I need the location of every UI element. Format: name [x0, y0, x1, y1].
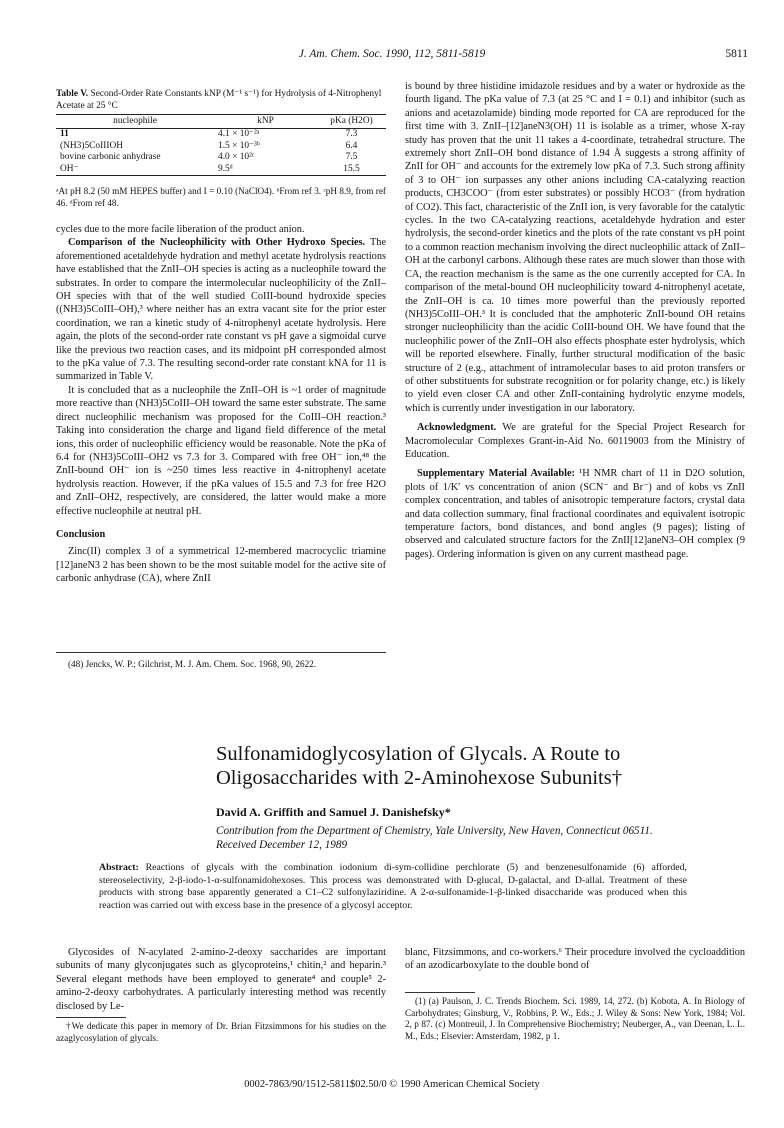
title-line: Sulfonamidoglycosylation of Glycals. A Route to [216, 743, 621, 765]
authors: David A. Griffith and Samuel J. Danishefsky* [216, 805, 451, 819]
table-cell: 15.5 [317, 164, 386, 176]
table-row [56, 129, 386, 141]
table-cell: 1.5 × 10⁻³ᵇ [218, 140, 260, 151]
running-header: J. Am. Chem. Soc. 1990, 112, 5811-5819 [298, 48, 486, 60]
paragraph-text: The aforementioned acetaldehyde hydration and methyl acetate hydrolysis reactions have established that the ZnII–OH species is acting as a nucleophile toward the substrates. In order to compare the intermolecular nucleophilicity of the ZnII–OH species with that of the well studied CoIII-bound hydroxide species ((NH3)5CoIII–OH),³ where neither has an extra vacant site for the prior ester coordination, we ran a kinetic study of 4-nitrophenyl acetate hydrolysis. Here again, the plots of the second-order rate constant vs pH gave a sigmoidal curve like the previous two reaction cases, and its midpoint pH corresponded almost to the pKa value of 7.3. The resulting second-order rate constant kNA for 11 is summarized in Table V. [56, 237, 387, 383]
dedication-footnote: †We dedicate this paper in memory of Dr. Brian Fitzsimmons for his studies on the azaglycosylation of glycals. [56, 1021, 386, 1043]
affiliation-line: Contribution from the Department of Chemistry, Yale University, New Haven, Connecticut 06511. [216, 825, 653, 837]
reference-48: (48) Jencks, W. P.; Gilchrist, M. J. Am. Chem. Soc. 1968, 90, 2622. [68, 659, 317, 669]
table-caption-label: Table V. [56, 89, 89, 99]
article-body-right [405, 946, 745, 973]
abstract [99, 862, 687, 913]
received-date: Received December 12, 1989 [216, 839, 348, 851]
rate-constant-table [56, 114, 386, 176]
copyright-footer: 0002-7863/90/1512-5811$02.50/0 © 1990 American Chemical Society [244, 1079, 540, 1090]
section-heading: Supplementary Material Available: [417, 468, 575, 480]
title-line: Oligosaccharides with 2-Aminohexose Subunits† [216, 767, 622, 789]
abstract-label: Abstract: [99, 862, 139, 873]
paragraph: It is concluded that as a nucleophile the ZnII–OH is ~1 order of magnitude more reactive than (NH3)5CoIII–OH toward the same ester substrate. The same direct nucleophilic mechanism was proposed for the CoIII–OH reaction.³ Taking into consideration the charge and ligand field difference of the metal ions, this order of nucleophilic efficiency would be reasonable. Note the pKa of 6.4 for (NH3)5CoIII–OH2 vs 7.3 for 3. Compared with free OH⁻ ion,⁴⁸ the ZnII-bound OH⁻ ion is ~250 times less reactive in 4-nitrophenyl acetate hydrolysis reaction. However, if the pKa values of 15.5 and 7.3 for free H2O and ZnII–OH2, respectively, are considered, the latter would make a more effective nucleophile at neutral pH. [56, 384, 386, 517]
paragraph-text: ¹H NMR chart of 11 in D2O solution, plots of 1/K′ vs concentration of anion (SCN⁻ and Br⁻) and of kobs vs ZnII complex concentration, and tables of anisotropic temperature factors, crystal data and data collection summary, final fractional coordinates and equivalent isotropic temperature factors, bond distances, and bond angles (9 pages); listing of observed and calculated structure factors for the ZnII[12]aneN3–OH complex (9 pages). Ordering information is given on any current masthead page. [405, 468, 745, 560]
paragraph: cycles due to the more facile liberation of the product anion. [56, 224, 305, 235]
section-heading: Comparison of the Nucleophilicity with Other Hydroxo Species. [68, 237, 366, 249]
table-header-row [56, 115, 386, 129]
section-heading: Conclusion [56, 528, 106, 540]
table-cell: 7.5 [345, 152, 358, 163]
paragraph [56, 236, 386, 383]
paragraph [405, 467, 745, 561]
paragraph-text: We are grateful for the Special Project Research for Macromolecular Complexes Grant-in-Aid No. 60119003 from the Ministry of Education. [405, 422, 746, 460]
section-heading: Acknowledgment. [417, 422, 497, 434]
article-title [216, 742, 756, 790]
reference-1: (1) (a) Paulson, J. C. Trends Biochem. Sci. 1989, 14, 272. (b) Kobota, A. In Biology of Carbohydrates; Ginsburg, V., Robbins, P. W., Eds.; J. Wiley & Sons: New York, 1984; Vol. 2, p 87. (c) Montreuil, J. In Comprehensive Biochemistry; Neuberger, A., van Deenan, L. L. M., Eds.; Elsevier: Amsterdam, 1982, p 1. [405, 996, 745, 1041]
table-header-cell: pKa (H2O) [317, 115, 386, 129]
table-cell: OH⁻ [56, 164, 214, 176]
right-column [405, 80, 745, 561]
paragraph: Glycosides of N-acylated 2-amino-2-deoxy saccharides are important subunits of many glyconjugates such as glycoproteins,¹ chitin,² and heparin.³ Several elegant methods have been employed to generate⁴ and couple⁵ 2-amino-2-deoxy carbohydrates. A particularly interesting method was recently disclosed by Le- [56, 947, 386, 1012]
table-cell: bovine carbonic anhydrase [60, 152, 161, 163]
paragraph: Zinc(II) complex 3 of a symmetrical 12-membered macrocyclic triamine [12]aneN3 2 has been shown to be the most suitable model for the active site of carbonic anhydrase (CA), where ZnII [56, 546, 386, 585]
table-cell: 9.5ᵈ [214, 164, 317, 176]
divider [56, 652, 386, 653]
table-header-cell: nucleophile [56, 115, 214, 129]
left-column [56, 223, 386, 586]
affiliation [216, 824, 756, 852]
table-caption [56, 88, 386, 112]
table-cell: 4.0 × 10²ᶜ [218, 152, 255, 163]
table-cell: 11 [60, 129, 69, 140]
table-cell: (NH3)5CoIIIOH [60, 140, 124, 151]
table-cell: 6.4 [345, 140, 358, 151]
table-row [56, 141, 386, 152]
paragraph [405, 421, 745, 461]
table-row [56, 164, 386, 176]
paragraph: blanc, Fitzsimmons, and co-workers.⁶ Their procedure involved the cycloaddition of an azodicarboxylate to the double bond of [405, 947, 745, 972]
table-cell: 4.1 × 10⁻²ᵃ [218, 129, 260, 140]
paragraph: is bound by three histidine imidazole residues and by a water or hydroxide as the fourth ligand. The pKa value of 7.3 (at 25 °C and I = 0.1) and inhibitor (such as anions and acetazolamide) binding mode reported for CA are reproduced for the first time with 3. ZnII–[12]aneN3(OH) 11 is isolable as a trimer, whose X-ray study has proven that the unit 11 takes a 4-coordinate, tetrahedral structure. The extremely short ZnII–OH bond distance of 1.94 Å suggests a strong affinity of ZnII for OH⁻ and accounts for the extremely low pKa of 7.3. Such strong affinity of 3 to OH⁻ ion surpasses any other anions including CA-catalyzing reaction products, CH3COO⁻ (from ester substrates) or possibly HCO3⁻ (from hydration of CO2). This fact, characteristic of the ZnII ion, is very favorable for the catalytic cycles. In the two CA-catalyzing reactions, acetaldehyde hydration and ester hydrolysis, the second-order kinetics and the plots of the rate constant vs pH point to a common reaction mechanism involving the direct nucleophilic attack of ZnII–OH at the carbonyl carbons. Although these rates are much slower than those with CA, the reaction mechanism is the same as the one currently accepted for CA. In comparison of the metal-bound OH nucleophilicity toward 4-nitrophenyl acetate, the ZnII–OH is ca. 10 times more powerful than the previously reported (NH3)5CoIII–OH.³ It is concluded that the amphoteric ZnII-bound OH retains stronger nucleophilicity than the acidic CoIII-bound OH. We have found that the nucleophilic power of the ZnII–OH also effects phosphate ester hydrolysis, which will be reported elsewhere. Finally, further structural modification of the basic structure of 2 (e.g., attachment of intramolecular bases to aid proton transfers or of other substituents for substrate recognition or for polarity change, etc.) is likely to yield even closer CA and other ZnII-containing hydrolytic enzyme models, which is currently under investigation in our laboratory. [405, 81, 745, 414]
table-cell: 7.3 [345, 129, 358, 140]
footnote-divider [56, 1017, 126, 1018]
article-body-left [56, 946, 386, 1013]
table-row [56, 152, 386, 163]
abstract-text: Reactions of glycals with the combination iodonium di-sym-collidine perchlorate (5) and benzenesulfonamide (6) afforded, stereoselectivity, 2-β-iodo-1-α-sulfonamidohexoses. This process was demonstrated with D-glucal, D-galactal, and D-allal. Treatment of these products with strong base apparently generated a C1–C2 sulfonylaziridine. A 2-α-sulfonamide-1-β-linked disaccharide was produced when this reaction was carried out with excess base in the presence of a glycosyl acceptor. [99, 862, 688, 912]
table-footnotes: ᵃAt pH 8.2 (50 mM HEPES buffer) and I = 0.10 (NaClO4). ᵇFrom ref 3. ᶜpH 8.9, from ref 46. ᵈFrom ref 48. [56, 186, 386, 208]
table-caption-text: Second-Order Rate Constants kNP (M⁻¹ s⁻¹) for Hydrolysis of 4-Nitrophenyl Acetate at 25 °C [56, 89, 382, 111]
page-number: 5811 [725, 48, 748, 60]
table-header-cell: kNP [214, 115, 317, 129]
footnote-divider [405, 992, 475, 993]
